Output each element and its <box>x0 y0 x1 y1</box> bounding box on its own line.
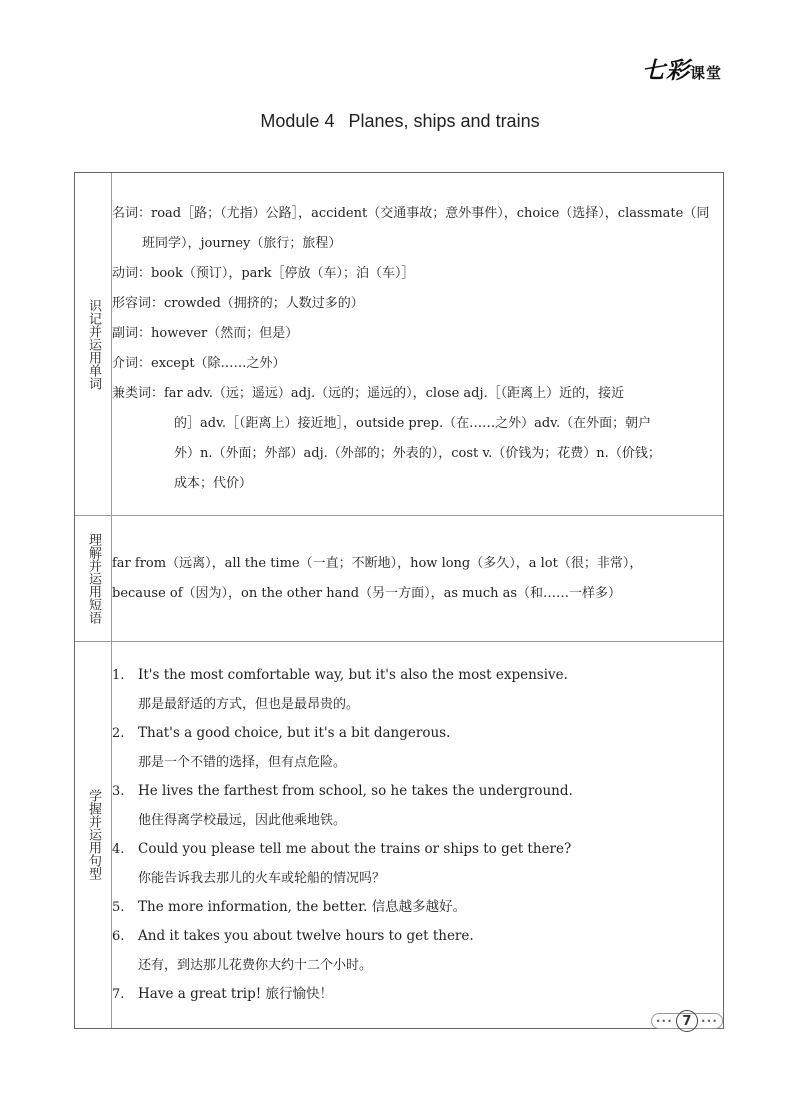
phrases-line: far from（远离），all the time（一直；不断地），how long（多久），a lot（很；非常）， <box>112 556 643 571</box>
sentence-english: The more information, the better. 信息越多越好。 <box>138 899 467 915</box>
section-sentences-label: 学握并运用句型 <box>86 789 101 880</box>
section-phrases-label: 理解并运用短语 <box>86 532 101 624</box>
phrases-content <box>112 549 717 609</box>
words-line: 成本；代价） <box>174 476 253 491</box>
dots-decoration: ••• <box>700 1016 718 1026</box>
sentence-item <box>112 719 717 777</box>
sentence-number: 7. <box>112 987 125 1002</box>
sentence-number: 4. <box>112 842 125 857</box>
sentence-chinese: 还有，到达那儿花费你大约十二个小时。 <box>138 958 373 973</box>
dots-decoration: ••• <box>655 1016 673 1026</box>
sentence-chinese: 那是一个不错的选择，但有点危险。 <box>138 755 347 770</box>
sentence-english: He lives the farthest from school, so he takes the underground. <box>138 783 573 799</box>
sentence-number: 1. <box>112 668 125 683</box>
sentence-item <box>112 835 717 893</box>
page-number-badge <box>651 1013 723 1029</box>
sentence-english: Have a great trip! 旅行愉快！ <box>138 986 333 1002</box>
sentence-item <box>112 661 717 719</box>
sentence-number: 5. <box>112 900 125 915</box>
words-line: 班同学），journey（旅行；旅程） <box>142 236 342 251</box>
section-words-label-cell <box>75 173 112 515</box>
logo-mark: 七彩 <box>641 58 690 84</box>
sentence-english: It's the most comfortable way, but it's also the most expensive. <box>138 667 568 683</box>
sentence-number: 3. <box>112 784 125 799</box>
section-words <box>75 173 723 516</box>
words-line: 动词：book（预订），park［停放（车）；泊（车）］ <box>112 266 415 281</box>
words-line: 介词：except（除……之外） <box>112 356 286 371</box>
sentence-item <box>112 777 717 835</box>
module-number: Module 4 <box>260 111 335 131</box>
words-line: 的］adv.［（距离上）接近地］，outside prep.（在……之外）adv.（在外面；朝户 <box>174 416 652 431</box>
sentence-item <box>112 922 717 980</box>
sentence-number: 2. <box>112 726 125 741</box>
sentence-chinese: 他住得离学校最远，因此他乘地铁。 <box>138 813 347 828</box>
section-words-label: 识记并运用单词 <box>86 298 101 390</box>
words-line: 副词：however（然而；但是） <box>112 326 299 341</box>
page-number-frame <box>651 1013 723 1029</box>
sentence-item <box>112 893 717 922</box>
words-line: 形容词：crowded（拥挤的；人数过多的） <box>112 296 364 311</box>
section-phrases-label-cell <box>75 515 112 641</box>
words-line: 名词：road［路；（尤指）公路］，accident（交通事故；意外事件），choice（选择），classmate（同 <box>112 206 710 221</box>
logo-text: 课堂 <box>689 64 722 82</box>
sentence-chinese: 那是最舒适的方式，但也是最昂贵的。 <box>138 697 360 712</box>
sentences-content <box>112 661 717 1009</box>
module-subtitle: Planes, ships and trains <box>348 111 540 131</box>
section-sentences <box>75 641 723 1028</box>
phrases-line: because of（因为），on the other hand（另一方面），as much as（和……一样多） <box>112 586 622 601</box>
words-line: 外）n.（外面；外部）adj.（外部的；外表的），cost v.（价钱为；花费）n.（价钱； <box>174 446 661 461</box>
words-content <box>112 199 717 499</box>
publisher-logo <box>642 52 722 85</box>
sentence-item <box>112 980 717 1009</box>
sentence-number: 6. <box>112 929 125 944</box>
page-title <box>0 111 800 132</box>
section-sentences-label-cell <box>75 641 112 1028</box>
study-table <box>74 172 724 1029</box>
page-number: 7 <box>676 1010 698 1032</box>
words-line: 兼类词：far adv.（远；遥远）adj.（远的；遥远的），close adj.［（距离上）近的，接近 <box>112 386 625 401</box>
section-phrases <box>75 515 723 642</box>
sentence-chinese: 你能告诉我去那儿的火车或轮船的情况吗？ <box>138 871 386 886</box>
sentence-english: That's a good choice, but it's a bit dangerous. <box>138 725 451 741</box>
sentence-english: And it takes you about twelve hours to get there. <box>138 928 474 944</box>
sentence-english: Could you please tell me about the trains or ships to get there? <box>138 841 572 857</box>
